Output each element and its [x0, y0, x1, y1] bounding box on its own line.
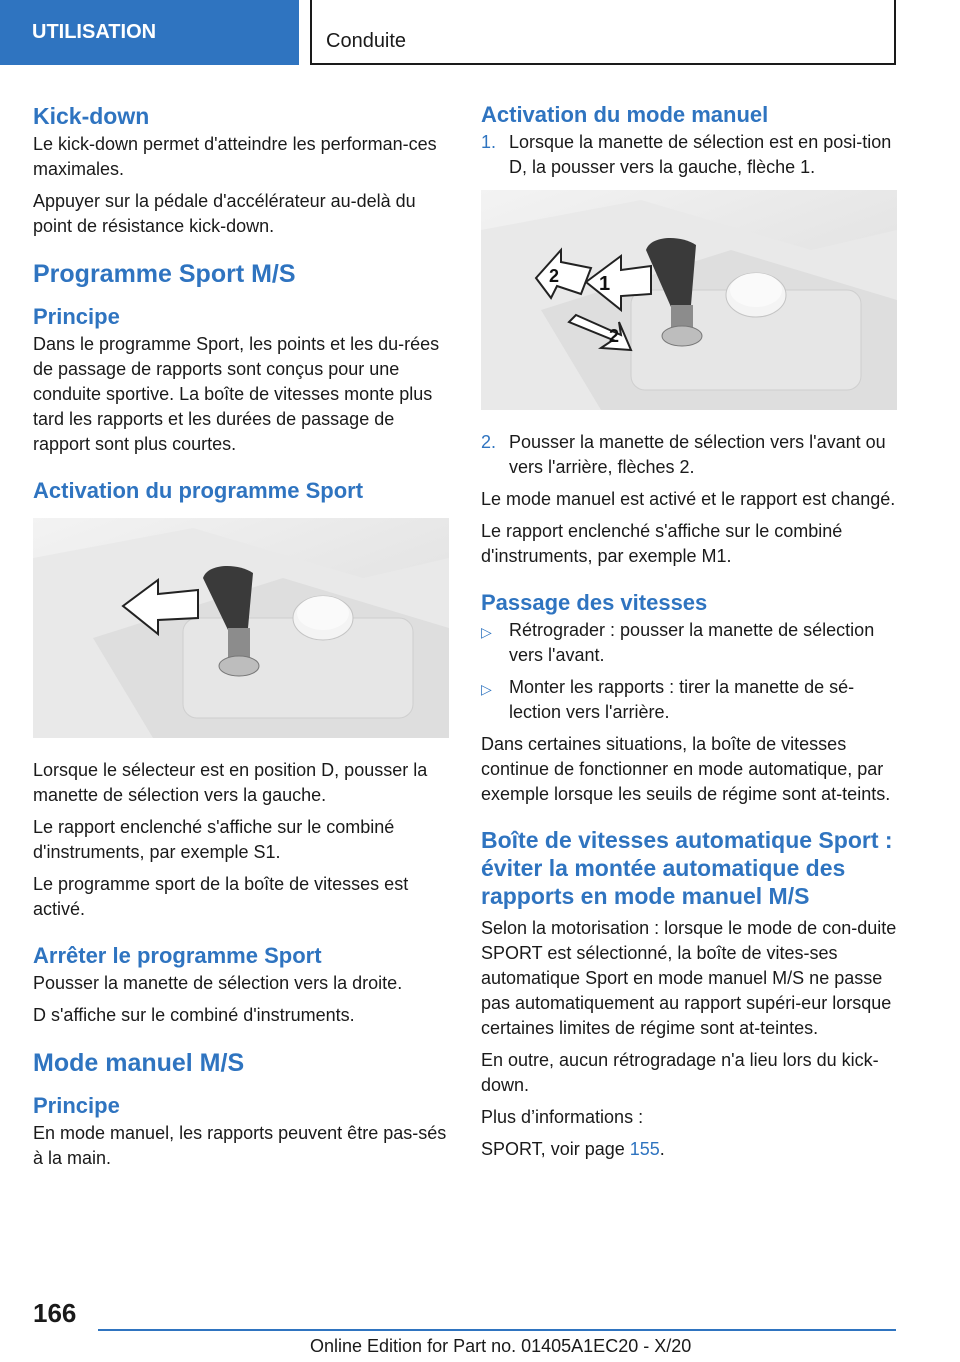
triangle-bullet-icon: ▷ — [481, 624, 492, 640]
triangle-bullet-icon: ▷ — [481, 681, 492, 697]
chapter-label: Conduite — [326, 30, 407, 52]
right-column — [481, 100, 897, 1169]
principle-paragraph-1: Dans le programme Sport, les points et les du-rées de passage de rapports sont conçus pour une conduite sportive. La boîte de vitesses monte plus tard les rapports et les durées de passage de rapport sont plus courtes. — [33, 334, 440, 454]
step-1-number: 1. — [481, 132, 497, 152]
sport-reference-suffix: . — [659, 1139, 665, 1159]
gear-selector-image-sport — [33, 518, 449, 738]
manual-activation-heading: Activation du mode manuel — [481, 102, 769, 127]
activation-paragraph-3: Le programme sport de la boîte de vitesses est activé. — [33, 874, 409, 919]
gear-selector-image-manual — [481, 190, 897, 410]
sport-reference-text: SPORT, voir page — [481, 1139, 630, 1159]
page-155-link[interactable]: 155 — [629, 1139, 660, 1159]
step-2 — [481, 430, 897, 480]
principle-heading-2: Principe — [33, 1093, 120, 1118]
principle-heading-1: Principe — [33, 304, 120, 329]
figure-label-2-top: 2 — [549, 266, 560, 286]
manual-paragraph-2: Le rapport enclenché s'affiche sur le combiné d'instruments, par exemple M1. — [481, 521, 843, 566]
gearbox-paragraph-2: En outre, aucun rétrogradage n'a lieu lors du kick-down. — [481, 1050, 879, 1095]
figure-label-2-bottom: 2 — [609, 326, 620, 346]
sport-activation-heading: Activation du programme Sport — [33, 478, 364, 503]
kickdown-paragraph-2: Appuyer sur la pédale d'accélérateur au-delà du point de résistance kick-down. — [33, 191, 416, 236]
figure-label-1: 1 — [599, 273, 611, 295]
footer-divider — [98, 1329, 896, 1331]
step-2-number: 2. — [481, 432, 497, 452]
section-label: UTILISATION — [32, 21, 157, 43]
sport-program-heading: Programme Sport M/S — [33, 260, 296, 288]
stop-paragraph-1: Pousser la manette de sélection vers la droite. — [33, 973, 403, 993]
principle-paragraph-2: En mode manuel, les rapports peuvent être pas-sés à la main. — [33, 1123, 447, 1168]
automatic-gearbox-heading: Boîte de vitesses automatique Sport : éviter la montée automatique des rapports en mode manuel M/S — [481, 827, 893, 909]
bullet-item-2 — [481, 675, 897, 725]
manual-mode-heading: Mode manuel M/S — [33, 1049, 245, 1077]
section-tab — [0, 0, 299, 65]
activation-paragraph-2: Le rapport enclenché s'affiche sur le combiné d'instruments, par exemple S1. — [33, 817, 395, 862]
gearbox-paragraph-1: Selon la motorisation : lorsque le mode de con-duite SPORT est sélectionné, la boîte de vites-ses automatique Sport en mode manuel M/S ne passe pas automatiquement au rapport supéri-eur lorsque certaines limites de régime sont at-teintes. — [481, 918, 897, 1038]
kickdown-paragraph-1: Le kick-down permet d'atteindre les performan-ces maximales. — [33, 134, 437, 179]
gear-shifting-heading: Passage des vitesses — [481, 590, 708, 615]
sport-reference — [481, 1137, 897, 1162]
edition-footer: Online Edition for Part no. 01405A1EC20 - X/20 — [310, 1336, 692, 1356]
step-1 — [481, 130, 897, 180]
left-column — [33, 100, 449, 1178]
bullet-item-1 — [481, 618, 897, 668]
step-1-text: Lorsque la manette de sélection est en posi-tion D, la pousser vers la gauche, flèche 1. — [509, 132, 892, 177]
kickdown-heading: Kick-down — [33, 103, 150, 129]
manual-paragraph-1: Le mode manuel est activé et le rapport est changé. — [481, 489, 896, 509]
stop-paragraph-2: D s'affiche sur le combiné d'instruments. — [33, 1005, 355, 1025]
chapter-header — [310, 0, 896, 65]
page-number: 166 — [33, 1298, 77, 1328]
more-info-label: Plus d’informations : — [481, 1107, 644, 1127]
step-2-text: Pousser la manette de sélection vers l'avant ou vers l'arrière, flèches 2. — [509, 432, 886, 477]
shifting-paragraph: Dans certaines situations, la boîte de vitesses continue de fonctionner en mode automatique, par exemple lorsque les seuils de régime sont at-teints. — [481, 734, 891, 804]
bullet-1-text: Rétrograder : pousser la manette de sélection vers l'avant. — [509, 620, 875, 665]
bullet-2-text: Monter les rapports : tirer la manette de sé-lection vers l'arrière. — [509, 677, 855, 722]
activation-paragraph-1: Lorsque le sélecteur est en position D, pousser la manette de sélection vers la gauche. — [33, 760, 428, 805]
stop-sport-heading: Arrêter le programme Sport — [33, 943, 322, 968]
